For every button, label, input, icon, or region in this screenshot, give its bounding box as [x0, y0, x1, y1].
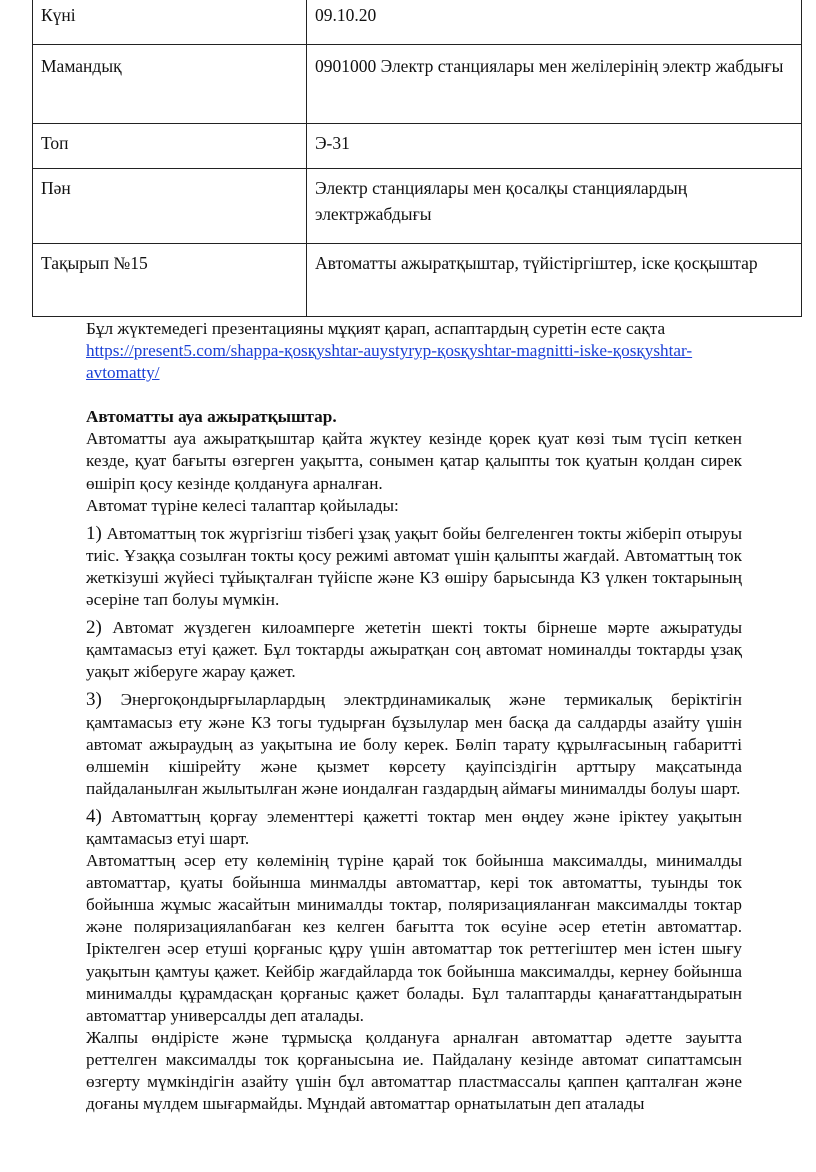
row-label: Күні — [33, 0, 307, 45]
list-item — [86, 806, 742, 850]
paragraph-text: Жалпы өндірісте және тұрмысқа қолдануға арналған автоматтар әдетте зауытта реттелген максималды ток қорғанысына ие. Пайдалану кезінде автомат сипаттамсын өзгерту мүмкіндігін азайту үшін бұл автоматтар пластмассалы қаппен қапталған және доғаны мүлдем шығармайды. Мұндай автоматтар орнатылатын деп аталады — [86, 1027, 742, 1114]
document-body — [86, 318, 742, 1115]
table-row — [33, 169, 802, 244]
row-label: Мамандық — [33, 45, 307, 124]
row-value: Э-31 — [307, 124, 802, 169]
presentation-link[interactable]: https://present5.com/shappa-қosқyshtar-auystyryp-қosқyshtar-magnitti-iske-қosқyshtar-avtomatty/ — [86, 341, 693, 383]
info-table — [32, 0, 802, 317]
spacer — [86, 384, 742, 406]
row-label: Пән — [33, 169, 307, 244]
list-number: 2) — [86, 617, 102, 639]
list-number: 1) — [86, 522, 102, 544]
paragraph — [86, 428, 742, 494]
list-number: 3) — [86, 689, 102, 711]
list-number: 4) — [86, 805, 102, 827]
paragraph-text: Автомат түріне келесі талаптар қойылады: — [86, 495, 399, 515]
intro-text: Бұл жүктемедегі презентацияны мұқият қарап, аспаптардың суретін есте сақта — [86, 319, 666, 338]
list-item — [86, 689, 742, 799]
paragraph — [86, 1027, 742, 1115]
table-row — [33, 244, 802, 317]
paragraph-text: Автоматты ауа ажыратқыштар қайта жүктеу кезінде қорек қуат көзі тым түсіп кеткен кезде, қуат бағыты өзгерген уақытта, сонымен қатар қалыпты ток қуатын қолдан сирек өшіріп қосу кезінде қолдануға арналған. — [86, 429, 742, 493]
row-value: 09.10.20 — [307, 0, 802, 45]
list-item — [86, 523, 742, 611]
list-item-text: Автоматтың қорғау элементтері қажетті токтар мен өңдеу және іріктеу уақытын қамтамасыз етуі шарт. — [86, 806, 742, 848]
table-row — [33, 45, 802, 124]
section-heading: Автоматты ауа ажыратқыштар. — [86, 407, 337, 427]
list-item-text: Энергоқондырғыларлардың электрдинамикалық және термикалық беріктігін қамтамасыз ету және КЗ тогы тудырған бұзылулар мен басқа да салдарды азайту үшін автомат ажыраудың аз уақытына ие болу керек. Бөліп тарату құрылғасының габаритті өлшемін кішірейту және қызмет көрсету қауіпсіздігін арттыру мақсатында пайдаланылған жылытылған және иондалған газдардың аймағы минималды болуы шарт. — [86, 690, 742, 798]
row-value: Электр станциялары мен қосалқы станциялардың электржабдығы — [307, 169, 802, 244]
table-row — [33, 124, 802, 169]
row-label: Топ — [33, 124, 307, 169]
row-label: Тақырып №15 — [33, 244, 307, 317]
paragraph-text: Автоматтың әсер ету көлемінің түріне қарай ток бойынша максималды, минималды автоматтар, қуаты бойынша минмалды автоматтар, кері ток автоматты, туынды ток бойынша жұмыс жасайтын минималды токтар, поляризацияланған максималды токтар және поляризациялanбаған кез келген бағытта ток өсуіне әсер ететін автоматтар. Іріктелген әсер етуші қорғаныс құру үшін автоматтар ток реттегіштер мен істен шығу уақытын қамтуы қажет. Кейбір жағдайларда ток бойынша максималды, кернеу бойынша минималды құрамдасқан қорғаныс қажет болады. Бұл талаптарды қанағаттандыратын автоматтар универсалды деп аталады. — [86, 851, 742, 1025]
paragraph — [86, 850, 742, 1027]
list-item-text: Автомат жүздеген килоамперге жететін шекті токты бірнеше мәрте ажыратуды қамтамасыз етуі қажет. Бұл токтарды ажыратқан соң автомат номиналды токтарды ұзақ уақыт жіберуге жарау қажет. — [86, 618, 742, 682]
row-value: 0901000 Электр станциялары мен желілерінің электр жабдығы — [307, 45, 802, 124]
list-item-text: Автоматтың ток жүргізгіш тізбегі ұзақ уақыт бойы белгеленген токты жіберіп отыруы тиіс. Ұзаққа созылған токты қосу режимі автомат үшін қалыпты жағдай. Автоматтың ток жеткізуші жүйесі тұйықталған түйіспе және КЗ өшіру барысында КЗ үлкен токтарының әсеріне тап болуы мүмкін. — [86, 523, 742, 610]
paragraph — [86, 495, 742, 517]
row-value: Автоматты ажыратқыштар, түйістіргіштер, іске қосқыштар — [307, 244, 802, 317]
table-row — [33, 0, 802, 45]
list-item — [86, 617, 742, 683]
